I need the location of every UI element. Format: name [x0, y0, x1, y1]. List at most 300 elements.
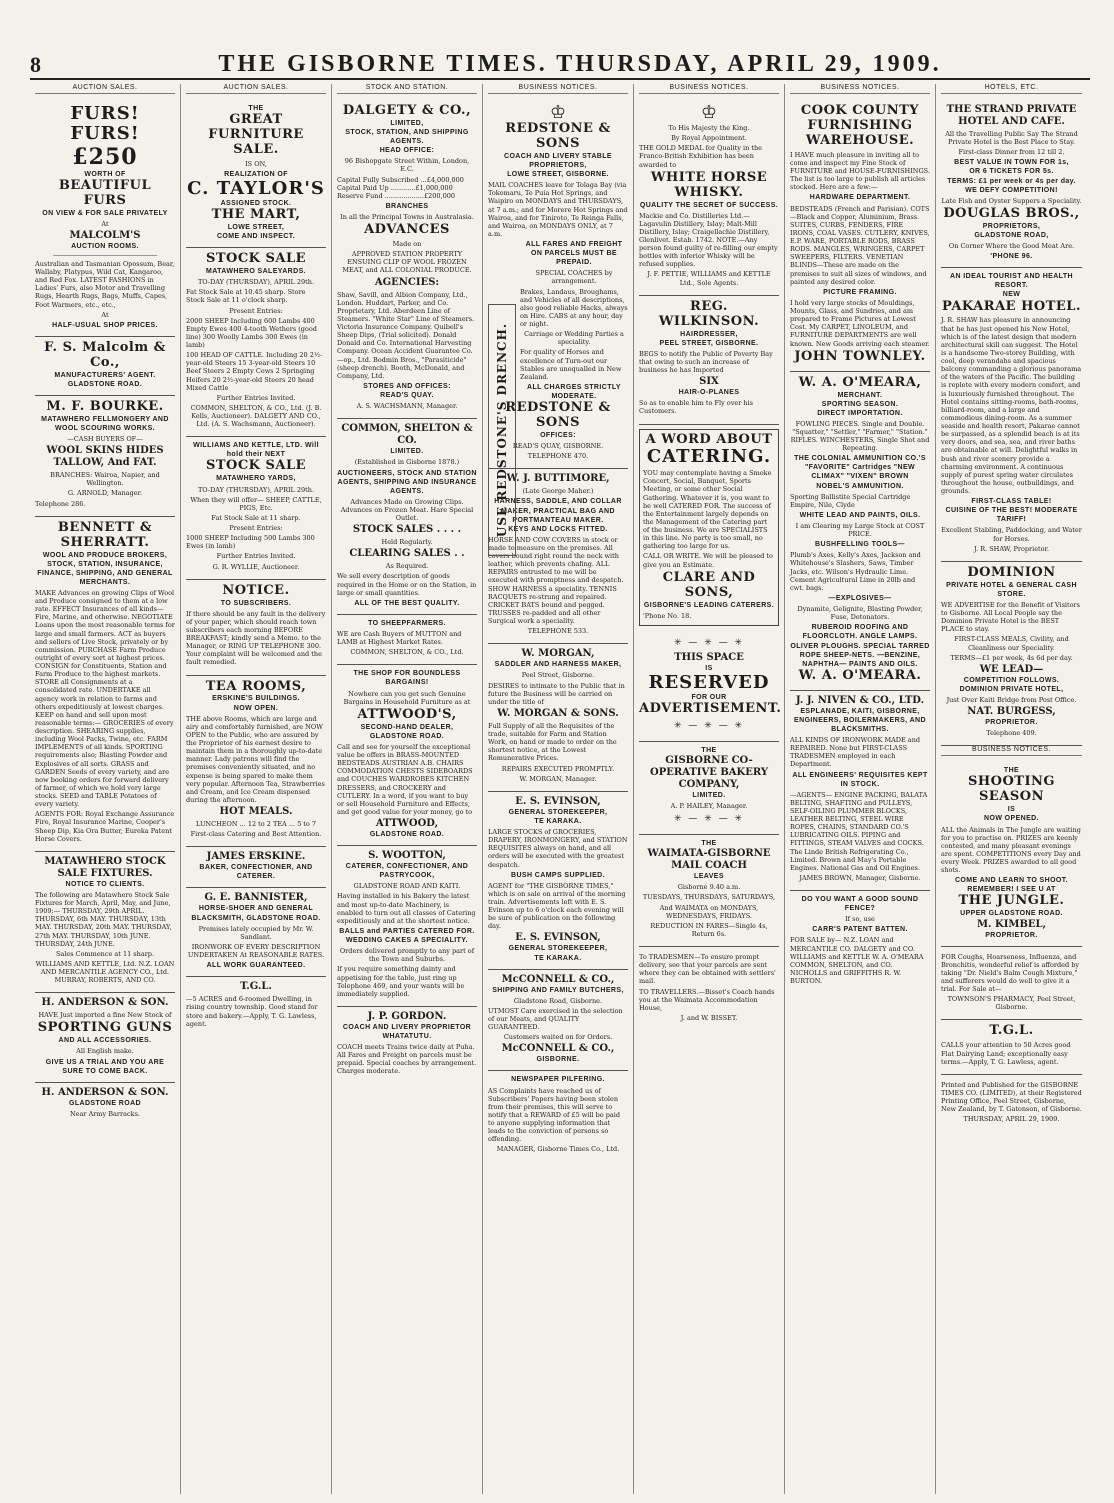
ad-subheadline: SPORTING GUNS	[37, 1020, 173, 1036]
ad-subheadline: ATTWOOD,	[375, 818, 439, 830]
ad-headline: STOCK SALE	[205, 458, 307, 474]
ad-headline: RESERVED	[648, 671, 770, 693]
ad-text: OR 6 TICKETS FOR 5s.	[969, 168, 1054, 176]
ad-text: HAIRDRESSER,	[680, 330, 738, 338]
ad-subheadline: C. TAYLOR'S	[187, 178, 325, 200]
ad-text: TE KARAKA.	[534, 817, 582, 825]
ad-text: TO-DAY (THURSDAY), APRIL 29th.	[197, 278, 315, 287]
ad-headline: MATAWHERO STOCK SALE FIXTURES.	[44, 855, 166, 879]
ad-text: Dynamite, Gelignite, Blasting Powder, Fuse, Detonators.	[797, 605, 923, 622]
ad-text: STORES AND OFFICES:	[363, 382, 451, 390]
ad-body: HORSE AND COW COVERS in stock or made to measure on the premises. All covers bound right round the neck with leather, which prevents chafing. ALL REPAIRS entrusted to me will be executed with promptness and despatch. SHOW HARNESS a speciality. TENNIS RACQUETS re-strung and repaired. CRICKET BATS bound and pegged. TRUSSES re-padded and all other Surgical work a speciality.	[488, 535, 624, 626]
ad-text: PEEL STREET, GISBORNE.	[659, 339, 759, 347]
ad-body: UTMOST Care exercised in the selection of our Meats, and QUALITY GUARANTEED.	[488, 1006, 623, 1032]
ad-text: NOTICE TO CLIENTS.	[65, 880, 145, 888]
ad-headline: H. ANDERSON & SON.	[41, 1086, 169, 1098]
ad-text: DOMINION PRIVATE HOTEL,	[959, 685, 1064, 693]
ad-text: ESPLANADE, KAITI, GISBORNE,	[800, 707, 920, 715]
column-heading: BUSINESS NOTICES.	[941, 746, 1082, 756]
ad-text: GISBORNE.	[536, 1056, 580, 1064]
ad-text: First-class Dinner from 12 till 2.	[958, 148, 1065, 157]
ornament-icon: ✳ — ✳ — ✳	[673, 637, 745, 648]
ad-body: Brakes, Landaus, Broughams, and Vehicles of all descriptions, also good reliable Hacks, always on Hire. CABS at any hour, day or night.	[520, 287, 628, 329]
ad-headline: W. A. O'MEARA,	[798, 374, 922, 390]
ad-text: LOWE STREET,	[227, 223, 285, 231]
ad-text: SPECIAL COACHES by arrangement.	[535, 269, 613, 286]
ad-stock-sale-2	[186, 437, 326, 579]
ad-text: IS	[705, 664, 713, 672]
ad-subheadline: WOOL SKINS HIDES TALLOW, And FAT.	[46, 445, 164, 469]
column-6	[785, 84, 936, 1494]
ad-text: PROPRIETORS,	[982, 222, 1041, 230]
ad-body: CALLS your attention to 50 Acres good Flat Dairying Land; exceptionally easy terms.—Apply, T. G. Lawless, agent.	[941, 1041, 1071, 1066]
ad-headline: NEWSPAPER PILFERING.	[511, 1076, 605, 1084]
column-heading: BUSINESS NOTICES.	[639, 84, 779, 94]
ad-text: Carriage or Wedding Parties a speciality.	[524, 330, 624, 347]
ad-tgl-1	[186, 977, 326, 1036]
ad-text: BEST VALUE IN TOWN FOR 1s,	[954, 159, 1069, 167]
ad-body: —5 ACRES and 6-roomed Dwelling, in rising country township. Good stand for store and bakery.—Apply, T. G. Lawless, agent.	[186, 995, 318, 1028]
ad-body: I hold very large stocks of Mouldings, Mounts, Glass, and Sundries, and am prepared to Frame Pictures at Lowest Cost. My CARPET, LINOLEUM, and FURNITURE DEPARTMENTS are well known. New Goods arriving each steamer.	[790, 298, 930, 348]
ad-body: TO TRAVELLERS.—Bisset's Coach hands you at the Waimata Accommodation House,	[639, 987, 775, 1012]
ad-text: CATERER, CONFECTIONER, AND PASTRYCOOK,	[345, 863, 469, 880]
ad-text: MANUFACTURERS' AGENT.	[54, 371, 156, 379]
ad-text: COMPETITION FOLLOWS.	[963, 676, 1060, 684]
ad-body: We sell every description of goods required in the Home or on the Station, in large or small quantities.	[337, 572, 477, 597]
ad-text: MERCHANT.	[837, 391, 883, 399]
ad-headline: DO YOU WANT A GOOD SOUND FENCE?	[801, 896, 919, 913]
ad-headline: DOMINION	[967, 564, 1056, 580]
ad-text: REPAIRS EXECUTED PROMPTLY.	[501, 764, 615, 773]
ad-text: BAKER, CONFECTIONER, AND CATERER.	[199, 864, 313, 881]
ad-headline: W. J. BUTTIMORE,	[506, 473, 610, 485]
ad-newspaper-pilfering	[488, 1071, 628, 1161]
ad-notice	[186, 580, 326, 676]
ad-text: ALL ENGINEERS' REQUISITES KEPT IN STOCK.	[792, 771, 928, 788]
ad-subheadline: McCONNELL & CO.,	[501, 1043, 615, 1055]
ad-anderson	[35, 993, 175, 1082]
ad-text: WILLIAMS AND KETTLE, LTD. Will hold their NEXT	[193, 442, 319, 459]
ad-sheepfarmers	[337, 615, 477, 665]
ad-headline: GISBORNE CO-OPERATIVE BAKERY COMPANY,	[649, 754, 769, 790]
ad-subheadline: BEAUTIFUL FURS	[58, 177, 152, 208]
ad-headline: PAKARAE HOTEL.	[942, 298, 1081, 314]
ad-subheadline: HARDWARE DEPARTMENT.	[809, 194, 911, 202]
ad-text: DIRECT IMPORTATION.	[817, 409, 903, 417]
ad-text: SADDLER AND HARNESS MAKER,	[494, 661, 622, 669]
ad-text: PRIVATE HOTEL & GENERAL CASH STORE.	[946, 581, 1077, 598]
ad-dominion-hotel	[941, 562, 1082, 747]
ad-text: Excellent Stabling, Paddocking, and Water for Horses.	[941, 526, 1082, 543]
ad-common-shelton	[337, 419, 477, 615]
ad-text: THE	[701, 746, 717, 754]
ad-body: —AGENTS— ENGINE PACKING, BALATA BELTING, SHAFTING and PULLEYS, SELF-OILING PLUMMER BLOCKS, LEATHER BELTING, STEEL WIRE ROPES, CHAINS, STANDARD CO.'S LUBRICATING OILS. PIPING and FITTINGS, STEAM VALVES and COCKS. The Linde British Refrigerating Co., Limited. Brown and May's Portable Engines. National Gas and Oil Engines.	[790, 790, 928, 872]
ad-text: TOWNSON'S PHARMACY, Peel Street, Gisborne.	[947, 995, 1076, 1012]
ad-text: J. and W. BISSET.	[680, 1013, 738, 1022]
ad-dalgety	[337, 100, 477, 419]
ad-headline: T.G.L.	[989, 1023, 1034, 1039]
ad-text: RUBEROID ROOFING AND FLOORCLOTH. ANGLE LAMPS. OLIVER PLOUGHS. SPECIAL TARRED ROPE SHEEP-NETS. —BENZINE, NAPHTHA— PAINTS AND OILS.	[790, 624, 930, 668]
column-4	[483, 84, 634, 1494]
ad-text: As Required.	[385, 562, 429, 571]
ad-body: WE ADVERTISE for the Benefit of Visitors to Gisborne. All Local People say the Dominion Private Hotel is the BEST PLACE to stay.	[941, 600, 1080, 634]
ad-text: STOCK, STATION, AND SHIPPING AGENTS.	[345, 129, 469, 146]
ad-text: KEYS AND LOCKS FITTED.	[508, 525, 608, 533]
ad-headline: TEA ROOMS,	[205, 678, 307, 694]
ad-body: AGENT for "THE GISBORNE TIMES," which is on sale on arrival of the morning train. Advertisements left with E. S. Evinson up to 6 o'clock each evening will be sure of publication on the following day.	[488, 881, 626, 931]
ad-text: QUALITY THE SECRET OF SUCCESS.	[639, 201, 779, 209]
ad-text: JAMES BROWN, Manager, Gisborne.	[799, 873, 921, 882]
ad-text: On Corner Where the Good Meat Are.	[948, 242, 1075, 250]
ad-text: LOWE STREET, GISBORNE.	[507, 171, 609, 179]
ad-body: If you require something dainty and appetising for the table, just ring up Telephone 469, and your wants will be immediately supplied.	[337, 965, 465, 998]
ad-headline: BENNETT & SHERRATT.	[57, 519, 153, 550]
ad-subheadline: THE MART,	[211, 207, 301, 223]
ad-text: ENGINEERS, BOILERMAKERS, AND BLACKSMITHS.	[794, 716, 926, 733]
ornament-icon: ✳ — ✳ — ✳	[673, 720, 745, 731]
ad-text: ALL FARES AND FREIGHT ON PARCELS MUST BE PREPAID.	[525, 241, 623, 267]
ad-body: 1000 SHEEP Including 500 Lambs 300 Ewes (in lamb)	[186, 534, 315, 551]
ad-text: WORTH OF	[84, 170, 126, 178]
ad-text: TO SUBSCRIBERS.	[220, 599, 292, 607]
ad-headline: SALE.	[233, 141, 279, 157]
ad-body: WE are Cash Buyers of MUTTON and LAMB at Highest Market Rates.	[337, 629, 462, 647]
ad-text: LUNCHEON ... 12 to 2 TEA ... 5 to 7	[195, 820, 317, 829]
ad-text: G. R. WYLLIE, Auctioneer.	[212, 562, 300, 571]
ad-headline: GREAT	[229, 112, 283, 128]
ad-niven	[790, 691, 930, 891]
ad-text: REALIZATION OF	[224, 171, 288, 179]
page-number: 8	[30, 52, 41, 77]
ad-headline: CATERING.	[646, 446, 772, 468]
ad-text: BRANCHES	[385, 202, 429, 210]
column-7	[936, 84, 1087, 1494]
ad-body: FOR Coughs, Hoarseness, Influenza, and Bronchitis, wonderful relief is afforded by taking "Dr. Nield's Balm Cough Mixture," and sufferers would do well to give it a trial. For Sale at—	[941, 952, 1080, 994]
ad-text: Gladstone Road, Gisborne.	[513, 996, 603, 1005]
ad-text: First-class Catering and Best Attention.	[190, 830, 322, 839]
ad-text: Late Fish and Oyster Suppers a Speciality.	[941, 196, 1082, 205]
ad-tradesmen	[639, 947, 779, 1030]
ad-text: All the Travelling Public Say The Strand Private Hotel is the Best Place to Stay.	[945, 130, 1078, 147]
ad-attwood	[337, 665, 477, 846]
ad-headline: F. S. Malcolm & Co.,	[44, 339, 166, 370]
ad-text: BALLS and PARTIES CATERED FOR.	[339, 927, 475, 935]
ad-text: LIMITED.	[390, 448, 424, 456]
ad-signature: J. R. SHAW, Proprietor.	[973, 544, 1050, 553]
ad-body: DESIRES to intimate to the Public that in future the Business will be carried on under the title of	[488, 681, 625, 706]
ad-text: GISBORNE'S LEADING CATERERS.	[643, 601, 775, 609]
ad-text: I am Clearing my Large Stock at COST PRICE.	[795, 522, 925, 539]
columns	[30, 84, 1090, 1494]
ad-text: SHIPPING AND FAMILY BUTCHERS,	[492, 986, 624, 994]
ad-cough-mixture	[941, 947, 1082, 1021]
ad-text: BUSH CAMPS SUPPLIED.	[511, 871, 605, 879]
ad-headline: W. MORGAN,	[521, 648, 595, 660]
ad-shooting-season	[941, 762, 1082, 946]
ad-text: (Late George Maher.)	[522, 487, 594, 496]
ad-headline: STOCK SALE	[205, 251, 307, 267]
ad-wilkinson	[639, 296, 779, 425]
ad-text: ALL CHARGES STRICTLY MODERATE.	[527, 383, 621, 401]
ad-text: And WAIMATA on MONDAYS, WEDNESDAYS, FRIDAYS.	[659, 903, 759, 920]
ad-body: YOU may contemplate having a Smoke Concert, Social, Banquet, Sports Meeting, or some other Social Gathering. Whatever it is, you want to be well CATERED FOR. The success of the Entertainment largely depends on the Management of the Catering part of the business. We are SPECIALISTS in this line. No party is too small, no gathering too large for us.	[643, 469, 772, 551]
ad-text: GLADSTONE ROAD AND KAITI.	[353, 882, 461, 891]
ad-body: Full Supply of all the Requisites of the trade, suitable for Farm and Station Work, on hand or made to order on the shortest notice, at the Lowest Remunerative Prices.	[488, 721, 617, 763]
ad-subheadline: CLEARING SALES . .	[349, 548, 465, 560]
ad-text: COME AND LEARN TO SHOOT.	[954, 877, 1069, 885]
ad-text: By Royal Appointment.	[671, 134, 747, 143]
ad-text: MATAWHERO FELLMONGERY AND WOOL SCOURING WORKS.	[41, 415, 169, 432]
ad-text: WHITE LEAD AND PAINTS, OILS.	[799, 511, 921, 519]
ad-omeara	[790, 372, 930, 691]
ad-text: Further Entries Invited.	[216, 393, 296, 402]
ad-headline: REG. WILKINSON.	[658, 298, 760, 329]
ad-text: Orders delivered promptly to any part of the Town and Suburbs.	[339, 947, 475, 964]
ad-text: HARNESS, SADDLE, AND COLLAR MAKER, PRACTICAL BAG AND PORTMANTEAU MAKER.	[494, 498, 622, 524]
ad-body: Plumb's Axes, Kelly's Axes, Jackson and Whitehouse's Slashers, Saws, Timber Jacks, etc. Wilson's Hydraulic Lime. Cement Agricultural Lime in 20lb and cwt. bags.	[790, 551, 921, 592]
ad-body: APPROVED STATION PROPERTY ENSUING CLIP OF WOOL FROZEN MEAT, and ALL COLONIAL PRODUCE.	[342, 250, 472, 275]
ad-text: G. ARNOLD, Manager.	[67, 489, 143, 498]
ad-text: Gisborne 9.40 a.m.	[677, 883, 741, 892]
ad-text: TUESDAYS, THURSDAYS, SATURDAYS,	[642, 893, 776, 902]
ad-body: CALL OR WRITE. We will be pleased to give you an Estimate.	[643, 552, 773, 569]
ad-text: MATAWHERO SALEYARDS.	[205, 268, 307, 276]
column-heading: STOCK AND STATION.	[337, 84, 477, 94]
ad-subheadline: HOT MEALS.	[219, 806, 293, 818]
ad-body: FOR SALE by— N.Z. LOAN and MERCANTILE CO. DALGETY and CO. WILLIAMS and KETTLE W. A. O'MEARA COMMON, SHELTON, and CO. NICHOLLS and GRIFFITHS R. W. BURTON.	[790, 936, 924, 986]
ad-headline: SHOOTING SEASON	[967, 774, 1056, 805]
ad-text: ERSKINE'S BUILDINGS.	[212, 695, 300, 703]
ad-text: GIVE US A TRIAL AND YOU ARE SURE TO COME BACK.	[45, 1058, 165, 1075]
ad-body: THE above Rooms, which are large and airy and comfortably furnished, are NOW OPEN to the Public, who are assured by the Proprietor of his earnest desire to maintain them in a thoroughly up-to-date manner. Lady patrons will find the premises conveniently situated, and no expense is being spared to make them very popular. Afternoon Tea, Strawberries and Cream, and Ice Cream dispensed during the afternoon.	[186, 714, 325, 804]
ad-text: THE	[248, 105, 264, 112]
column-3	[332, 84, 483, 1494]
ad-signature: DOUGLAS BROS.,	[943, 205, 1080, 221]
ad-signature: W. A. O'MEARA.	[798, 667, 922, 683]
ad-text: A. S. WACHSMANN, Manager.	[356, 402, 458, 411]
ad-text: TERMS—£1 per week, 4s 6d per day.	[950, 653, 1073, 662]
ad-text: GENERAL STOREKEEPER,	[508, 945, 608, 953]
ad-text: —EXPLOSIVES—	[828, 594, 892, 602]
ad-stock-sale-1	[186, 248, 326, 437]
ad-evinson	[488, 792, 628, 970]
ad-text: IRONWORK OF EVERY DESCRIPTION UNDERTAKEN At REASONABLE RATES.	[187, 942, 325, 960]
ad-text: COME AND INSPECT.	[216, 233, 296, 241]
coat-of-arms-icon: ♔	[549, 102, 567, 123]
ad-tea-rooms	[186, 676, 326, 848]
ad-text: Nowhere can you get such Genuine Bargains in Household Furniture as at	[343, 689, 471, 706]
ad-text: GLADSTONE ROAD.	[67, 380, 143, 388]
ad-text: BRANCHES: Wairoa, Napier, and Wellington.	[50, 471, 160, 488]
ad-body: ALL KINDS OF IRONWORK MADE and REPAIRED. None but FIRST-CLASS TRADESMEN employed in each Department.	[790, 736, 921, 769]
ad-text: To His Majesty the King.	[668, 124, 750, 132]
ad-text: W. MORGAN, Manager.	[519, 774, 597, 783]
ad-text: ON VIEW & FOR SALE PRIVATELY	[42, 209, 168, 217]
ad-subheadline: WE LEAD—	[979, 663, 1044, 675]
ad-text: Present Entries:	[229, 524, 283, 533]
ad-headline: REDSTONE & SONS	[505, 121, 611, 151]
ad-text: MANAGER, Gisborne Times Co., Ltd.	[496, 1145, 620, 1154]
ad-text: WILLIAMS AND KETTLE, Ltd. N.Z. LOAN AND MERCANTILE AGENCY CO., Ltd. MURRAY, ROBERTS, AND CO.	[35, 959, 175, 985]
ad-text: WEDDING CAKES A SPECIALITY.	[346, 937, 468, 945]
ad-text: At	[101, 310, 109, 319]
column-1	[30, 84, 181, 1494]
ad-text: COACH AND LIVERY STABLE PROPRIETORS,	[504, 152, 612, 169]
ad-body: To TRADESMEN—To ensure prompt delivery, see that your parcels are sent where they can be obtained with settlers' mail.	[639, 953, 776, 986]
ad-subheadline: CARR'S PATENT BATTEN.	[812, 926, 908, 934]
ad-subheadline: SPORTING SEASON.	[821, 400, 899, 408]
ad-body: AS Complaints have reached us of Subscribers' Papers having been stolen from their premises, this will serve to notify that a REWARD of £5 will be paid to anyone supplying information that leads to the conviction of persons so offending.	[488, 1086, 621, 1144]
ad-gordon	[337, 1007, 477, 1084]
ad-subheadline: SIX	[699, 376, 719, 388]
ad-text: PROPRIETOR.	[985, 719, 1038, 727]
ad-body: I HAVE much pleasure in inviting all to come and inspect my Fine Stock of FURNITURE and HOUSE-FURNISHINGS. The list is too large to publish all articles stocked. Here are a few:—	[790, 150, 930, 192]
ad-text: OFFICES:	[540, 432, 576, 439]
ad-body: AGENTS FOR: Royal Exchange Assurance Fire, Royal Insurance Marine, Cooper's Sheep Dip, Kia Ora Butter, Eureka Patent Horse Covers.	[35, 810, 175, 843]
ad-text: COMMON, SHELTON, & CO., Ltd. (J. B. Kells, Auctioneer). DALGETY AND CO., Ltd. (A. S. Wachsmann, Auctioneer).	[190, 403, 322, 429]
ad-text: HEAD OFFICE:	[379, 147, 435, 155]
ad-subheadline: AGENCIES:	[374, 276, 440, 288]
ad-headline: G. E. BANNISTER,	[204, 892, 308, 904]
ad-text: HALF-USUAL SHOP PRICES.	[52, 321, 158, 329]
column-heading: BUSINESS NOTICES.	[488, 84, 628, 94]
ad-body: ALL the Animals in The Jungle are waiting for you to practise on. PRIZES are keenly contested, and many pleasant evenings are spent. COMPETITIONS every Day and every Week. PRIZES awarded to all good shots.	[941, 825, 1081, 875]
ad-text: Customers waited on for Orders.	[503, 1033, 613, 1042]
ad-text: Telephone 286.	[35, 499, 86, 508]
ad-body: FOWLING PIECES. Single and Double. "Squatter," "Settler," "Farmer," "Station." RIFLES. WINCHESTERS, Single Shot and Repeating.	[790, 419, 930, 453]
ad-text: AND ALL ACCESSORIES.	[58, 1037, 152, 1045]
ad-text: Just Over Kaiti Bridge from Post Office.	[946, 696, 1077, 705]
ad-body: If there should be any fault in the delivery of your paper, which should reach town subscribers each morning BEFORE BREAKFAST; kindly send a Memo. to the Manager, or RING UP TELEPHONE 300. Your complaint will be welcomed and the fault remedied.	[186, 609, 326, 667]
ad-body: J. R. SHAW has pleasure in announcing that he has just opened his New Hotel, which is of the latest design that modern architectural skill can suggest. The Hotel is a handsome Two-storey Building, with cool, deep verandahs and spacious balcony commanding a glorious panorama of the waters of the Pacific. The building is replete with every modern comfort, and is luxuriously furnished throughout. The Hotel contains sitting-rooms, bath-rooms, billiard-room, and a large and commodious dining-room. As a summer seaside and health resort, Pakarae cannot be surpassed, as a splendid beach is at its very doors, and sea, sea, and river baths are obtainable at will. Delightful walks in bush and river scenery provide a charming environment. A continuous supply of purest spring water circulates throughout the house, outbuildings, and grounds.	[941, 316, 1082, 496]
ad-text: IS ON,	[245, 159, 267, 168]
ad-body: MAKE Advances on growing Clips of Wool and Produce consigned to them at a low rate. EFFECT Insurances of all kinds—Fire, Marine, and otherwise. NEGOTIATE Loans upon the most reasonable terms for large and small farmers. ACT as buyers and sellers of Live Stock, privately or by commission. PURCHASE Farm Produce outright of every sort at highest prices. CONSIGN for Constituents, Station and Farm Produce to the highest markets. STORE all Consignments at a consolidated rate. UNDERTAKE all agency work in relation to farms and others expeditiously at lowest charges. KEEP on hand and sell upon most reasonable terms:— GROCERIES of every description. SHEARING supplies, including Wool Packs, Twine, etc. FARM IMPLEMENTS of all kinds. SPORTING requirements also; Blasting Powder and Explosives of all sorts. GRASS and GARDEN Seeds of every variety, and are now booking orders for forward delivery of farmer, of which we hold very large stocks. SEED and TABLE Potatoes of every variety.	[35, 588, 175, 809]
banner-text: USE REDSTONE'S DRENCH.	[495, 322, 509, 538]
ad-text: AUCTION ROOMS.	[71, 242, 139, 250]
ad-headline: E. S. EVINSON,	[515, 795, 601, 807]
ad-signature: M. KIMBEL,	[976, 918, 1047, 930]
ad-headline: FURS! FURS!	[70, 103, 140, 144]
ad-cook-county	[790, 100, 930, 372]
column-2	[181, 84, 332, 1494]
ad-text: THE	[1003, 767, 1020, 775]
ad-tgl-2	[941, 1020, 1082, 1074]
ad-subheadline: W. MORGAN & SONS.	[497, 707, 619, 719]
ad-body: 100 HEAD OF CATTLE. Including 20 2½-year-old Steers 15 3-year-old Steers 10 Beef Steers 2 Empty Cows 2 Springing Heifers 20 2½-year-old Steers 20 head Mixed Cattle	[186, 351, 323, 392]
ad-mail-coach	[639, 835, 779, 947]
ad-bennett-sherratt	[35, 517, 175, 852]
ad-body: LARGE STOCKS of GROCERIES, DRAPERY, IRONMONGERY, and STATION REQUISITES always on hand, and all orders will be executed with the greatest despatch.	[488, 828, 628, 869]
ad-text: Fat Stock Sale at 10.45 sharp. Store Stock Sale at 11 o'clock sharp.	[186, 288, 306, 305]
ad-headline: NOTICE.	[222, 582, 290, 598]
ad-text: (Established in Gisborne 1878.)	[354, 458, 460, 467]
ad-text: LEAVES	[694, 873, 724, 881]
ad-text: AN IDEAL TOURIST AND HEALTH RESORT.	[950, 273, 1073, 290]
ad-text: 'Phone No. 18.	[643, 611, 692, 620]
ad-text: READ'S QUAY.	[380, 392, 434, 400]
printer-imprint	[941, 1075, 1082, 1132]
ad-bourke	[35, 396, 175, 517]
ad-headline: FURNITURE	[208, 127, 304, 143]
ad-text: NOBEL'S AMMUNITION.	[816, 482, 904, 490]
column-heading: HOTELS, ETC.	[941, 84, 1082, 94]
column-heading: AUCTION SALES.	[186, 84, 326, 94]
ad-subheadline: ADVANCES	[364, 222, 450, 238]
ad-bannister	[186, 888, 326, 977]
ad-text: THE COLONIAL AMMUNITION CO.'S "FAVORITE" Cartridges "NEW CLIMAX" "VIXEN" BROWN	[794, 455, 926, 481]
ad-text: Advances Made on Growing Clips. Advances on Frozen Meat. Hare Special Outlet.	[340, 497, 474, 523]
ad-text: THE SHOP FOR BOUNDLESS BARGAINS!	[353, 670, 461, 687]
ad-headline: T.G.L.	[240, 981, 272, 993]
ad-text: A. P. HAILEY, Manager.	[670, 801, 748, 810]
ad-headline: M. F. BOURKE.	[46, 398, 164, 414]
ad-text: GLADSTONE ROAD	[69, 1099, 141, 1107]
ad-text: FOR OUR	[691, 693, 727, 701]
ad-body: THE GOLD MEDAL for Quality in the Franco-British Exhibition has been awarded to	[639, 144, 762, 169]
ad-malcolm	[35, 337, 175, 396]
ad-matawhero-fixtures	[35, 852, 175, 993]
column-heading: AUCTION SALES.	[35, 84, 175, 94]
ad-text: REDUCTION IN FARES—Single 4s, Return 6s.	[650, 921, 768, 938]
ad-headline: WAIMATA-GISBORNE MAIL COACH	[647, 848, 771, 872]
ornament-icon: ✳ — ✳ — ✳	[673, 814, 745, 825]
ad-text: Near Army Barracks.	[69, 1109, 140, 1118]
ad-subheadline: PICTURE FRAMING.	[823, 288, 897, 296]
ad-text: THURSDAY, APRIL 29, 1909.	[963, 1115, 1060, 1124]
ad-text: GLADSTONE ROAD.	[369, 831, 445, 839]
ad-text: AUCTIONEERS, STOCK AND STATION AGENTS, SHIPPING AND INSURANCE AGENTS.	[337, 469, 477, 495]
ad-body: BEDSTEADS (French and Parisian). COTS—Black and Copper, Aluminium, Brass. SUITES, CURBS, FENDERS, FIRE IRONS, COAL VASES. CUTLERY, KNIVES, E.P. WARE, PORTABLE RODS, BRASS RODS. MANGLES, WRINGERS, CARPET SWEEPERS, FILTERS. VENETIAN BLINDS—These are made on the premises to suit all sizes of windows, and painted any desired color.	[790, 204, 930, 286]
ad-body: BEGS to notify the Public of Poverty Bay that owing to such an increase of business he has Imported	[639, 349, 773, 375]
ad-pakarae-hotel	[941, 268, 1082, 562]
ad-text: COMMON, SHELTON, & CO., Ltd.	[350, 648, 464, 657]
ad-body: Australian and Tasmanian Opossum, Bear, Wallaby, Platypus, Wild Cat, Kangaroo, and Red Fox. LATEST FASHIONS in Ladies' Furs, also Motor and Travelling Rugs, Hearth Rugs, Bags, Muffs, Capes, Foot Warmers, etc., etc.,	[35, 259, 175, 309]
ad-mcconnell	[488, 970, 628, 1072]
ad-text: NOW OPEN.	[233, 704, 279, 712]
ad-headline: COOK COUNTY FURNISHING WAREHOUSE.	[800, 103, 920, 148]
ad-headline: ATTWOOD'S,	[357, 706, 457, 722]
ad-text: FIRST-CLASS TABLE!	[971, 498, 1052, 506]
ad-text: UPPER GLADSTONE ROAD.	[960, 910, 1063, 918]
ad-body: Call and see for yourself the exceptional value be offers in BRASS-MOUNTED BEDSTEADS AUSTRIAN A.B. CHAIRS COMMODATION CHESTS SIDEBOARDS and COUCHES WARDROBES KITCHEN DRESSERS, and CROCKERY and CUTLERY. In a word, if you want to buy or sell Household Furniture and Effects, and get good value for your money, go to	[337, 742, 473, 816]
ad-body: COACH meets Trains twice daily at Puha. All Fares and Freight on parcels must be prepaid. Special coaches by arrangement. Charges moderate.	[337, 1043, 477, 1076]
ad-text: MATAWHERO YARDS,	[216, 475, 296, 483]
ad-text: —CASH BUYERS OF—	[67, 435, 143, 444]
ad-headline: THE STRAND PRIVATE HOTEL AND CAFE.	[946, 104, 1077, 127]
ad-subheadline: E. S. EVINSON,	[515, 932, 601, 944]
ad-text: TERMS: £1 per week or 4s per day.	[947, 177, 1076, 185]
drench-banner	[488, 304, 516, 556]
ad-body: 2000 SHEEP Including 600 Lambs 400 Empty Ewes 400 4-tooth Wethers (good line) 300 Woolly Lambs 300 Ewes (in lamb)	[186, 316, 317, 350]
ad-text: At	[101, 219, 109, 228]
ad-text: HAIR-O-PLANES	[678, 389, 740, 397]
ad-subheadline: STOCK SALES . . . .	[352, 524, 462, 536]
ad-text: Held Regularly.	[381, 538, 433, 547]
ad-text: Present Entries:	[229, 306, 283, 315]
ad-body: Mackie and Co. Distilleries Ltd.—Lagavulin Distillery, Islay; Malt-Mill Distillery, Islay; Craigellachie Distillery, Glenlivet. Estab. 1742. NOTE.—Any person found guilty of re-filling our empty bottles with inferior Whisky will be refused supplies.	[639, 211, 778, 269]
ad-text: Further Entries Invited.	[216, 552, 296, 561]
ad-great-furniture-sale	[186, 100, 326, 248]
ad-text: SECOND-HAND DEALER, GLADSTONE ROAD.	[360, 723, 454, 740]
ad-text: Telephone 409.	[986, 729, 1037, 738]
ad-text: TE KARAKA.	[534, 954, 582, 962]
ad-headline: WHITE HORSE WHISKY.	[650, 169, 768, 200]
ad-headline: H. ANDERSON & SON.	[41, 997, 169, 1009]
ad-text: NEW	[1002, 291, 1021, 299]
ad-text: Premises lately occupied by Mr. W. Sandlant.	[198, 924, 314, 941]
ad-furs	[35, 100, 175, 337]
ad-text: In all the Principal Towns in Australasia.	[340, 213, 474, 222]
